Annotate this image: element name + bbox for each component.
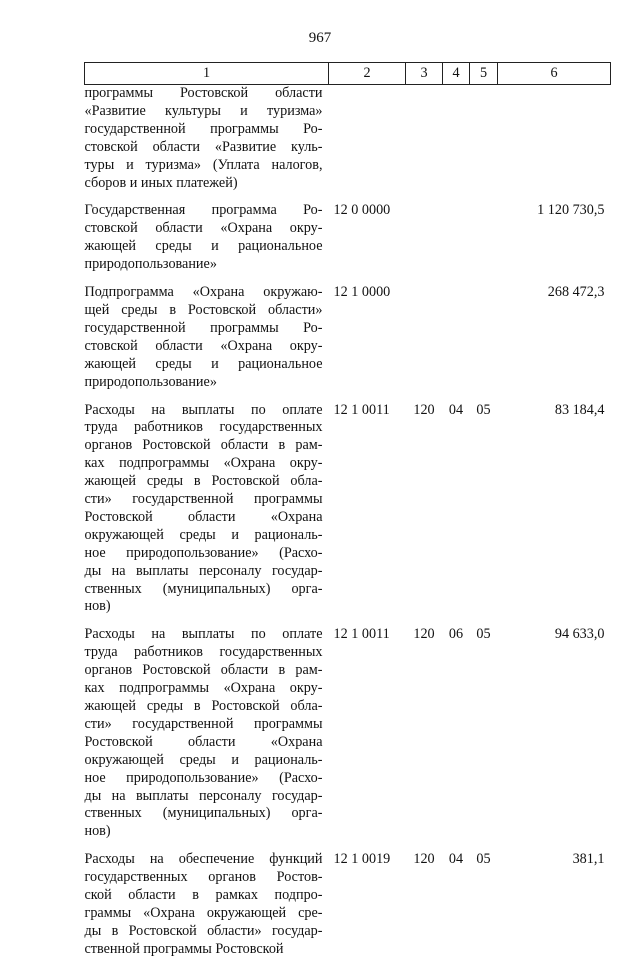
description-line: сти» государственной программы [84,491,323,508]
description-line: щей среды в Ростовской области» [84,301,323,318]
description-line: Ростовской области «Охрана [84,733,323,750]
description-line: стовской области «Охрана окру- [84,337,323,354]
table-row [85,284,611,401]
description-line: природопользование» [84,373,217,390]
column-header-3: 3 [406,63,443,85]
row-expense-type: 120 [413,626,435,643]
column-header-4: 4 [443,63,470,85]
description-line: ственных (муниципальных) орга- [84,580,323,597]
row-amount: 1 120 730,5 [537,202,605,219]
row-expense-type [406,202,443,284]
row-subsection [470,202,498,284]
description-line: окружающей среды и рациональ- [84,526,323,543]
row-description [85,402,329,627]
description-line: сборов и иных платежей) [84,174,238,191]
description-line: туры и туризма» (Уплата налогов, [84,156,323,173]
row-amount [498,85,611,203]
row-section [443,85,470,203]
row-description [85,85,329,203]
description-line: граммы «Охрана окружающей сре- [84,904,323,921]
description-line: жающей среды в Ростовской обла- [84,698,323,714]
table-row [85,202,611,284]
column-header-2: 2 [329,63,406,85]
row-amount: 381,1 [572,851,605,868]
row-description [85,851,329,968]
column-header-1: 1 [85,63,329,85]
description-line: окружающей среды и рациональ- [84,751,323,768]
description-line: сти» государственной программы [84,715,323,732]
row-target-code: 12 1 0011 [333,626,390,643]
description-line: государственной программы Ро- [84,319,323,336]
row-expense-type [406,85,443,203]
table-row [85,851,611,968]
row-section: 04 [448,851,464,868]
description-line: стовской области «Охрана окру- [84,220,323,237]
description-line: государственных органов Ростов- [84,869,323,886]
row-expense-type [406,284,443,401]
row-section [443,284,470,401]
description-line: жающей среды и рациональное [84,238,323,255]
row-subsection: 05 [476,401,491,418]
description-line: ской области в рамках подпро- [84,887,323,904]
row-amount: 268 472,3 [547,284,605,301]
table-row [85,626,611,851]
description-line: нов) [84,598,111,615]
description-line: «Развитие культуры и туризма» [84,102,323,119]
description-line: ное природопользование» (Расхо- [84,544,323,561]
row-amount: 83 184,4 [554,401,605,418]
description-line: государственной программы Ро- [84,120,323,137]
row-description [85,626,329,851]
description-line: стовской области «Развитие куль- [84,138,323,155]
description-line: Расходы на выплаты по оплате [84,626,323,643]
row-section: 06 [448,626,464,643]
row-section: 04 [448,401,464,418]
row-description [85,202,329,284]
description-line: ды в Ростовской области» государ- [84,922,323,939]
description-line: органов Ростовской области в рам- [84,662,323,679]
table-header-row [85,63,611,85]
description-line: жающей среды и рациональное [84,355,323,372]
description-line: ках подпрограммы «Охрана окру- [84,455,323,472]
row-expense-type: 120 [413,401,435,418]
description-line: Подпрограмма «Охрана окружаю- [84,284,323,301]
row-subsection [470,85,498,203]
row-description [85,284,329,401]
description-line: труда работников государственных [84,644,323,661]
description-line: нов) [84,823,111,840]
column-header-6: 6 [498,63,611,85]
description-line: ды на выплаты персоналу государ- [84,787,323,804]
row-target-code: 12 1 0000 [333,284,391,301]
description-line: программы Ростовской области [84,85,323,101]
row-target-code: 12 1 0019 [333,851,391,868]
row-target-code [329,85,406,203]
description-line: Расходы на выплаты по оплате [84,401,323,418]
description-line: ное природопользование» (Расхо- [84,769,323,786]
row-expense-type: 120 [413,851,435,868]
row-target-code: 12 1 0011 [333,401,390,418]
description-line: ды на выплаты персоналу государ- [84,562,323,579]
description-line: ках подпрограммы «Охрана окру- [84,680,323,697]
budget-table [84,62,611,969]
description-line: Расходы на обеспечение функций [84,851,323,868]
row-subsection: 05 [476,851,491,868]
table-row [85,85,611,203]
column-header-5: 5 [470,63,498,85]
row-target-code: 12 0 0000 [333,202,391,219]
description-line: жающей среды в Ростовской обла- [84,473,323,490]
row-section [443,202,470,284]
row-amount: 94 633,0 [554,626,605,643]
description-line: труда работников государственных [84,419,323,436]
description-line: ственной программы Ростовской [84,940,284,957]
row-subsection: 05 [476,626,491,643]
description-line: ственных (муниципальных) орга- [84,805,323,822]
description-line: органов Ростовской области в рам- [84,437,323,454]
page-number: 967 [308,30,332,46]
row-subsection [470,284,498,401]
description-line: Государственная программа Ро- [84,202,323,219]
description-line: природопользование» [84,256,217,273]
description-line: Ростовской области «Охрана [84,508,323,525]
table-row [85,402,611,627]
